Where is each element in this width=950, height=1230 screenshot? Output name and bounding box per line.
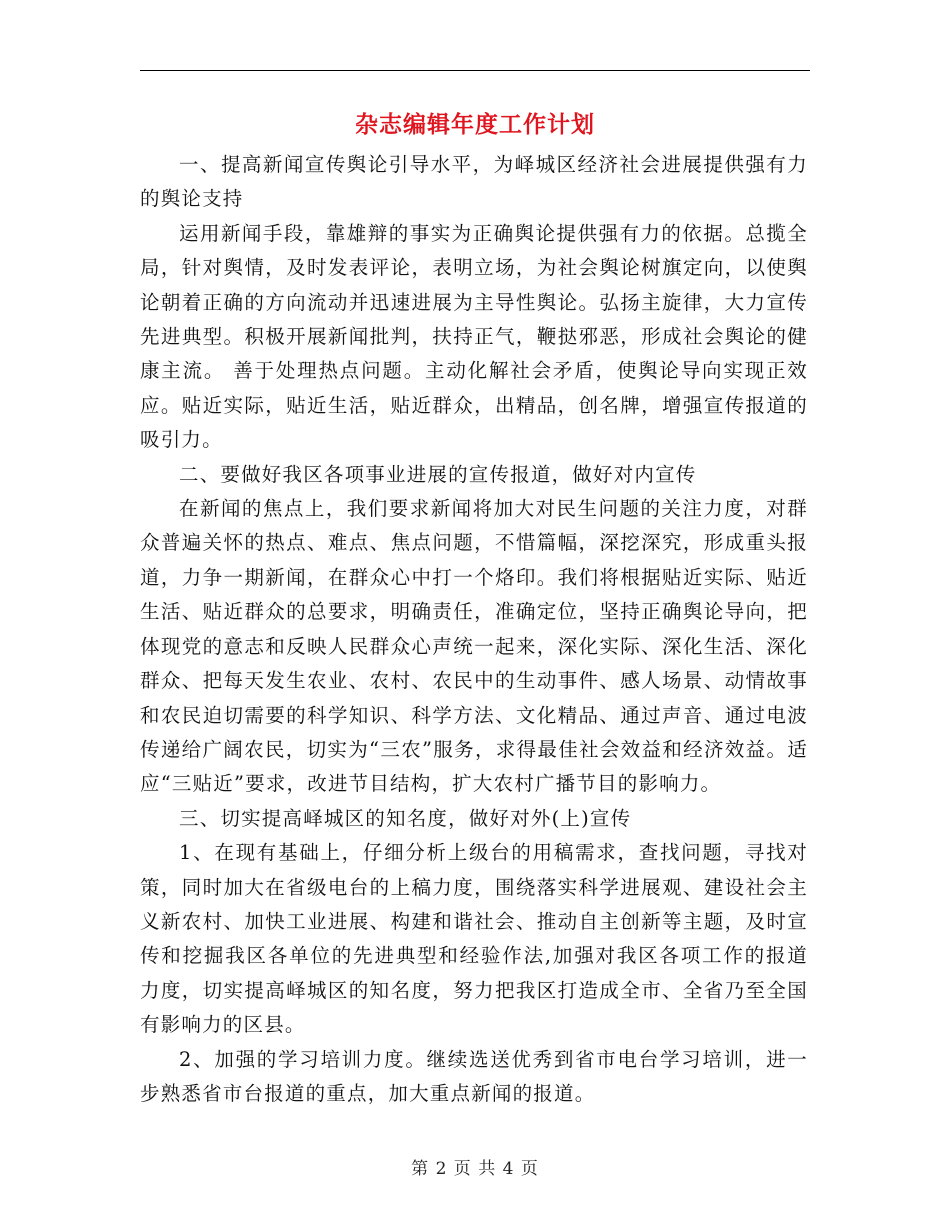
document-body <box>140 148 808 1111</box>
section-heading-1: 一、提高新闻宣传舆论引导水平，为峄城区经济社会进展提供强有力的舆论支持 <box>140 153 808 211</box>
paragraph-4: 2、加强的学习培训力度。继续选送优秀到省市电台学习培训，进一步熟悉省市台报道的重点，加大重点新闻的报道。 <box>140 1047 808 1105</box>
header-rule <box>140 70 810 71</box>
section-heading-3: 三、切实提高峄城区的知名度，做好对外(上)宣传 <box>179 806 632 830</box>
paragraph-3: 1、在现有基础上，仔细分析上级台的用稿需求，查找问题，寻找对策，同时加大在省级电台的上稿力度，围绕落实科学进展观、建设社会主义新农村、加快工业进展、构建和谐社会、推动自主创新等主题，及时宣传和挖掘我区各单位的先进典型和经验作法,加强对我区各项工作的报道力度，切实提高峄城区的知名度，努力把我区打造成全市、全省乃至全国有影响力的区县。 <box>140 841 808 1037</box>
document-title: 杂志编辑年度工作计划 <box>355 111 595 138</box>
section-heading-2: 二、要做好我区各项事业进展的宣传报道，做好对内宣传 <box>179 462 697 486</box>
paragraph-2: 在新闻的焦点上，我们要求新闻将加大对民生问题的关注力度，对群众普遍关怀的热点、难点、焦点问题，不惜篇幅，深挖深究，形成重头报道，力争一期新闻，在群众心中打一个烙印。我们将根据贴近实际、贴近生活、贴近群众的总要求，明确责任，准确定位，坚持正确舆论导向，把体现党的意志和反映人民群众心声统一起来，深化实际、深化生活、深化群众、把每天发生农业、农村、农民中的生动事件、感人场景、动情故事和农民迫切需要的科学知识、科学方法、文化精品、通过声音、通过电波传递给广阔农民，切实为“三农”服务，求得最佳社会效益和经济效益。适应“三贴近”要求，改进节目结构，扩大农村广播节目的影响力。 <box>140 497 808 796</box>
paragraph-1: 运用新闻手段，靠雄辩的事实为正确舆论提供强有力的依据。总揽全局，针对舆情，及时发表评论，表明立场，为社会舆论树旗定向，以使舆论朝着正确的方向流动并迅速进展为主导性舆论。弘扬主旋律，大力宣传先进典型。积极开展新闻批判，扶持正气，鞭挞邪恶，形成社会舆论的健康主流。 善于处理热点问题。主动化解社会矛盾，使舆论导向实现正效应。贴近实际，贴近生活，贴近群众，出精品，创名牌，增强宣传报道的吸引力。 <box>140 221 808 452</box>
page-number: 第 2 页 共 4 页 <box>411 1159 539 1179</box>
